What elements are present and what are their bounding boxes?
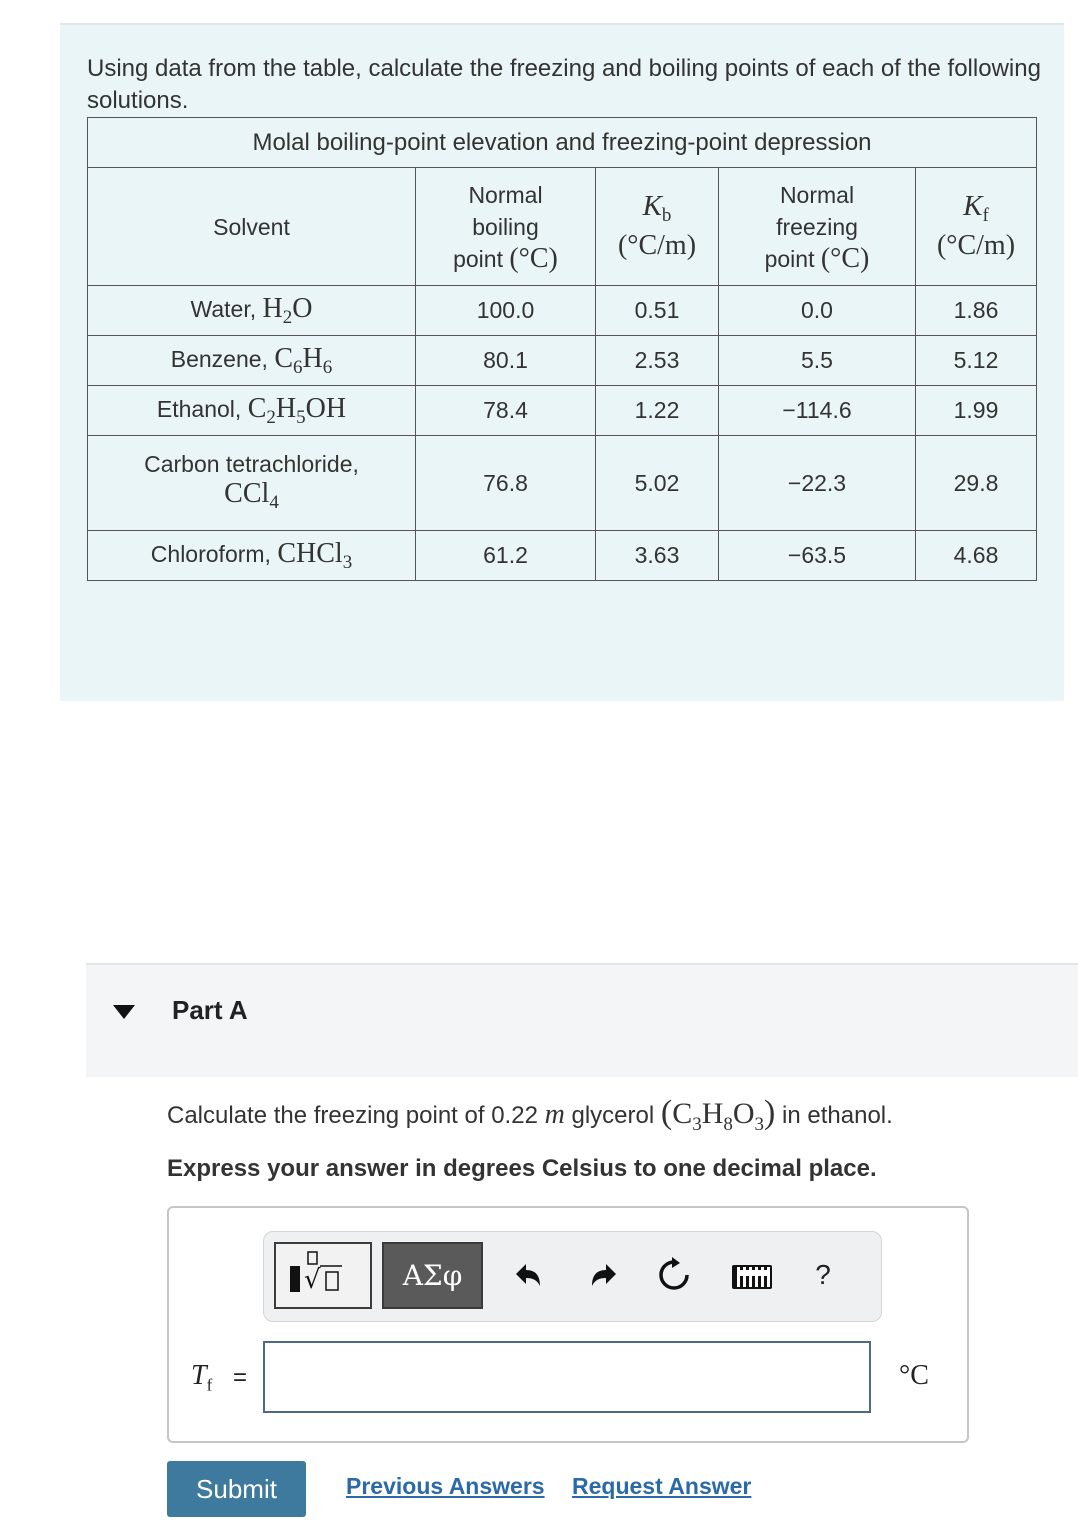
solvent-cell: Ethanol, $C_2H_5OH$ [88, 386, 416, 436]
request-answer-link[interactable]: Request Answer [572, 1473, 752, 1499]
header-kf: $K_f$ (°C/m) [916, 168, 1037, 286]
boiling-point-cell: 100.0 [416, 286, 596, 336]
keyboard-icon[interactable] [732, 1265, 772, 1289]
kb-cell: 3.63 [596, 531, 719, 581]
redo-icon[interactable] [586, 1256, 624, 1294]
part-title: Part A [172, 995, 248, 1025]
kb-cell: 1.22 [596, 386, 719, 436]
previous-answers-link[interactable]: Previous Answers [346, 1473, 545, 1499]
kb-cell: 5.02 [596, 436, 719, 531]
part-a-header[interactable] [86, 965, 1078, 1077]
boiling-point-cell: 76.8 [416, 436, 596, 531]
intro-panel [60, 25, 1064, 701]
reset-icon[interactable] [655, 1256, 693, 1294]
help-icon[interactable]: ? [815, 1259, 831, 1290]
unit-label: °C [899, 1360, 929, 1391]
kf-cell: 5.12 [916, 336, 1037, 386]
boiling-point-cell: 80.1 [416, 336, 596, 386]
table-row [88, 286, 1037, 336]
header-kb: $K_b$ (°C/m) [596, 168, 719, 286]
table-caption: Molal boiling-point elevation and freezing-point depression [88, 118, 1037, 168]
kf-cell: 1.86 [916, 286, 1037, 336]
freezing-point-cell: −63.5 [719, 531, 916, 581]
solvent-cell: Chloroform, CHCl$_3$ [88, 531, 416, 581]
templates-button[interactable] [274, 1242, 372, 1309]
kf-cell: 4.68 [916, 531, 1037, 581]
equals-sign: = [233, 1364, 248, 1391]
instruction-text: Express your answer in degrees Celsius to one decimal place. [167, 1155, 877, 1182]
greek-symbols-button[interactable]: ΑΣφ [382, 1242, 483, 1309]
table-row [88, 386, 1037, 436]
kf-cell: 1.99 [916, 386, 1037, 436]
math-toolbar [263, 1231, 882, 1322]
data-table [87, 117, 1037, 581]
boiling-point-cell: 78.4 [416, 386, 596, 436]
question-text: Calculate the freezing point of 0.22 m glycerol $(C_3H_8O_3)$ in ethanol. [167, 1094, 893, 1135]
kb-cell: 2.53 [596, 336, 719, 386]
svg-text:√: √ [304, 1265, 321, 1295]
collapse-caret-icon[interactable] [113, 1005, 135, 1019]
answer-box [167, 1206, 969, 1443]
freezing-point-cell: 5.5 [719, 336, 916, 386]
solvent-cell: Water, $H_2O$ [88, 286, 416, 336]
boiling-point-cell: 61.2 [416, 531, 596, 581]
freezing-point-cell: −22.3 [719, 436, 916, 531]
table-row [88, 436, 1037, 531]
freezing-point-cell: −114.6 [719, 386, 916, 436]
solvent-cell: Carbon tetrachloride, CCl$_4$ [88, 436, 416, 531]
answer-input[interactable] [263, 1341, 871, 1413]
undo-icon[interactable] [508, 1256, 546, 1294]
table-row [88, 336, 1037, 386]
answer-label: $T_f$ [191, 1360, 213, 1395]
header-solvent: Solvent [88, 168, 416, 286]
kf-cell: 29.8 [916, 436, 1037, 531]
submit-button[interactable]: Submit [167, 1461, 306, 1517]
intro-text: Using data from the table, calculate the freezing and boiling points of each of the following solutions. [87, 55, 1041, 114]
header-normal-freezing-point: Normal freezing point (°C) [719, 168, 916, 286]
kb-cell: 0.51 [596, 286, 719, 336]
solvent-cell: Benzene, $C_6H_6$ [88, 336, 416, 386]
table-row [88, 531, 1037, 581]
header-normal-boiling-point: Normal boiling point (°C) [416, 168, 596, 286]
freezing-point-cell: 0.0 [719, 286, 916, 336]
templates-icon [276, 1244, 370, 1307]
